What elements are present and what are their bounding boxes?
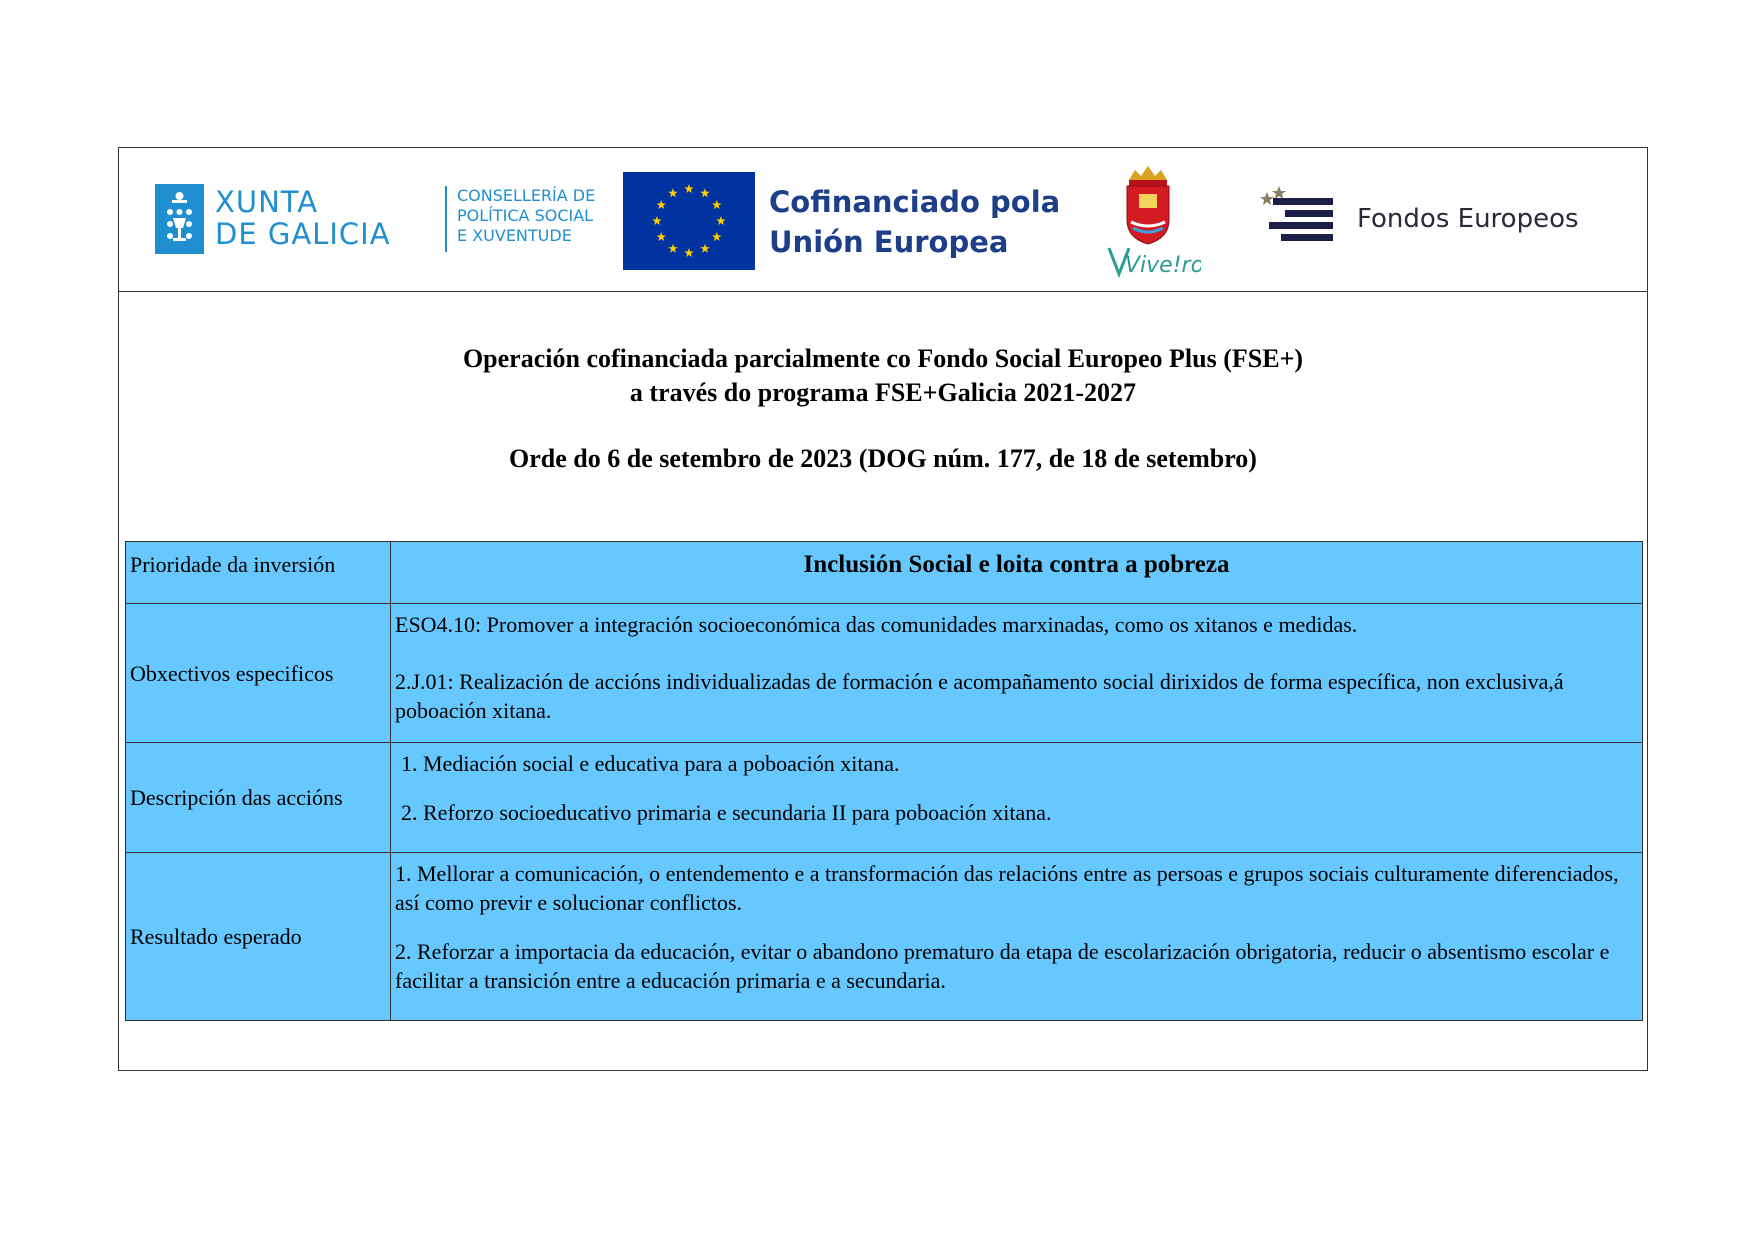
- viveiro-crest-logo: [1095, 164, 1201, 280]
- eu-cofinancing-text: [769, 182, 1060, 262]
- table-row: [126, 604, 1643, 743]
- objective-item: 2.J.01: Realización de accións individualizadas de formación e acompañamento social dirixidos de forma específica, non exclusiva,á poboación xitana.: [395, 669, 1564, 723]
- xunta-department: [457, 186, 595, 246]
- eu-star-icon: [652, 216, 662, 225]
- eu-star-icon: [716, 216, 726, 225]
- xunta-emblem-icon: [155, 184, 204, 254]
- table-row: [126, 542, 1643, 604]
- eu-star-icon: [684, 248, 694, 257]
- xunta-line-1: XUNTA: [215, 185, 319, 219]
- operation-details-table: [125, 541, 1643, 1021]
- table-row: [126, 743, 1643, 853]
- dept-line-3: E XUVENTUDE: [457, 226, 572, 245]
- eu-star-icon: [657, 200, 667, 209]
- operation-heading-line-1: Operación cofinanciada parcialmente co Fondo Social Europeo Plus (FSE+): [462, 344, 1304, 373]
- priority-value: Inclusión Social e loita contra a pobreza: [391, 542, 1643, 604]
- table-row: [126, 853, 1643, 1021]
- dept-line-1: CONSELLERÍA DE: [457, 186, 596, 205]
- eu-line-1: Cofinanciado pola: [769, 185, 1061, 219]
- eu-flag-icon: [623, 172, 755, 270]
- row-label-obxectivos: Obxectivos especificos: [126, 604, 391, 743]
- eu-line-2: Unión Europea: [769, 225, 1009, 259]
- row-label-resultado: Resultado esperado: [126, 853, 391, 1021]
- row-label-prioridade: Prioridade da inversión: [126, 542, 391, 604]
- result-item: 1. Mellorar a comunicación, o entendemento e a transformación das relacións entre as persoas e grupos sociais culturamente diferenciados, así como previr e solucionar conflictos.: [395, 861, 1619, 915]
- action-item: 1. Mediación social e educativa para a poboación xitana.: [401, 751, 900, 776]
- logo-band: [119, 148, 1647, 292]
- order-reference-heading: Orde do 6 de setembro de 2023 (DOG núm. 177, de 18 de setembro): [509, 444, 1257, 473]
- eu-star-icon: [668, 244, 678, 253]
- xunta-line-2: DE GALICIA: [215, 217, 391, 251]
- eu-star-icon: [700, 244, 710, 253]
- eu-star-icon: [684, 184, 694, 193]
- xunta-divider: [445, 186, 447, 252]
- eu-star-icon: [712, 200, 722, 209]
- actions-cell: [391, 743, 1643, 853]
- eu-star-icon: [657, 232, 667, 241]
- eu-star-icon: [668, 188, 678, 197]
- eu-star-icon: [712, 232, 722, 241]
- result-item: 2. Reforzar a importacia da educación, evitar o abandono prematuro da etapa de escolarización obrigatoria, reducir o absentismo escolar e facilitar a transición entre a educación primaria e a secundaria.: [395, 939, 1610, 993]
- fondos-europeos-wordmark: Fondos Europeos: [1357, 204, 1579, 234]
- row-label-descripcion: Descripción das accións: [126, 743, 391, 853]
- action-item: 2. Reforzo socioeducativo primaria e secundaria II para poboación xitana.: [401, 800, 1052, 825]
- dept-line-2: POLÍTICA SOCIAL: [457, 206, 594, 225]
- objective-item: ESO4.10: Promover a integración socioeconómica das comunidades marxinadas, como os xitanos e medidas.: [395, 612, 1358, 637]
- objectives-cell: [391, 604, 1643, 743]
- fondos-europeos-emblem-icon: [1259, 184, 1347, 246]
- eu-star-icon: [700, 188, 710, 197]
- xunta-wordmark: [215, 186, 391, 250]
- viveiro-wordmark: Vive!ro: [1125, 253, 1201, 278]
- document-frame: [118, 147, 1648, 1071]
- results-cell: [391, 853, 1643, 1021]
- operation-heading-line-2: a través do programa FSE+Galicia 2021-2027: [629, 378, 1137, 407]
